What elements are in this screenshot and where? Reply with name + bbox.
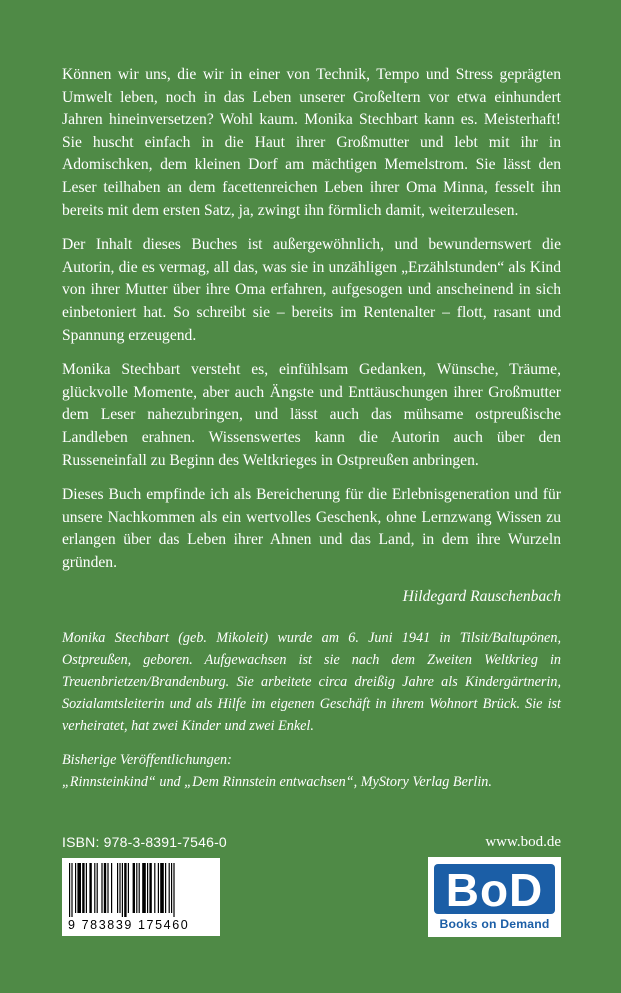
author-bio-text: Monika Stechbart (geb. Mikoleit) wurde am 6. Juni 1941 in Tilsit/Baltupönen, Ostpreußen, geboren. Aufgewachsen ist sie nach dem Zweiten Weltkrieg in Treuenbrietzen/Brandenburg. Sie arbeitete circa dreißig Jahre als Kindergärtnerin, Sozialamtsleiterin und als Hilfe im eigenen Geschäft in ihrem Wohnort Brück. Sie ist verheiratet, hat zwei Kinder und zwei Enkel. [62, 630, 561, 734]
isbn-barcode [62, 858, 220, 936]
bod-tagline: Books on Demand [439, 917, 550, 931]
publications-heading: Bisherige Veröffentlichungen: [62, 752, 232, 768]
author-bio [62, 627, 561, 793]
blurb-paragraph-1: Können wir uns, die wir in einer von Technik, Tempo und Stress geprägten Umwelt leben, noch in das Leben unserer Großeltern vor etwa einhundert Jahren hineinversetzen? Wohl kaum. Monika Stechbart kann es. Meisterhaft! Sie huscht einfach in die Haut ihrer Großmutter und lebt mit ihr in Adomischken, dem kleinen Dorf am mächtigen Memelstrom. Sie lässt den Leser teilhaben an dem facettenreichen Leben ihrer Oma Minna, fesselt ihn bereits mit dem ersten Satz, ja, zwingt ihn förmlich damit, weiterzulesen. [62, 66, 561, 219]
publisher-url: www.bod.de [485, 834, 561, 850]
publications-list: „Rinnsteinkind“ und „Dem Rinnstein entwachsen“, MyStory Verlag Berlin. [62, 774, 492, 790]
reviewer-signature: Hildegard Rauschenbach [402, 588, 561, 606]
blurb-paragraph-3: Monika Stechbart versteht es, einfühlsam Gedanken, Wünsche, Träume, glückvolle Momente, aber auch Ängste und Enttäuschungen ihrer Großmutter dem Leser nahezubringen, und lässt auch das mühsame ostpreußische Landleben erahnen. Wissenswertes kann die Autorin auch über den Russeneinfall zu Beginn des Weltkrieges in Ostpreußen anbringen. [62, 361, 561, 469]
bod-mark-text: BoD [445, 864, 544, 916]
bod-logo [428, 857, 561, 937]
previous-publications [62, 749, 561, 793]
barcode-digits: 9 783839 175460 [68, 918, 190, 932]
isbn-label: ISBN: 978-3-8391-7546-0 [62, 834, 227, 850]
bod-mark-icon [434, 864, 555, 914]
blurb-paragraph-2: Der Inhalt dieses Buches ist außergewöhnlich, und bewundernswert die Autorin, die es vermag, all das, was sie in unzähligen „Erzählstunden“ als Kind von ihrer Mutter über ihre Oma erfahren, aufgesogen und anscheinend in sich einbetoniert hat. So schreibt sie – bereits im Rentenalter – flott, rasant und Spannung erzeugend. [62, 236, 561, 344]
barcode-bars-icon [68, 863, 214, 917]
blurb-text [62, 64, 561, 621]
blurb-paragraph-4: Dieses Buch empfinde ich als Bereicherung für die Erlebnisgeneration und für unsere Nachkommen als ein wertvolles Geschenk, ohne Lernzwang Wissen zu erlangen über das Leben ihrer Ahnen und das Land, in dem ihre Wurzeln gründen. [62, 486, 561, 571]
